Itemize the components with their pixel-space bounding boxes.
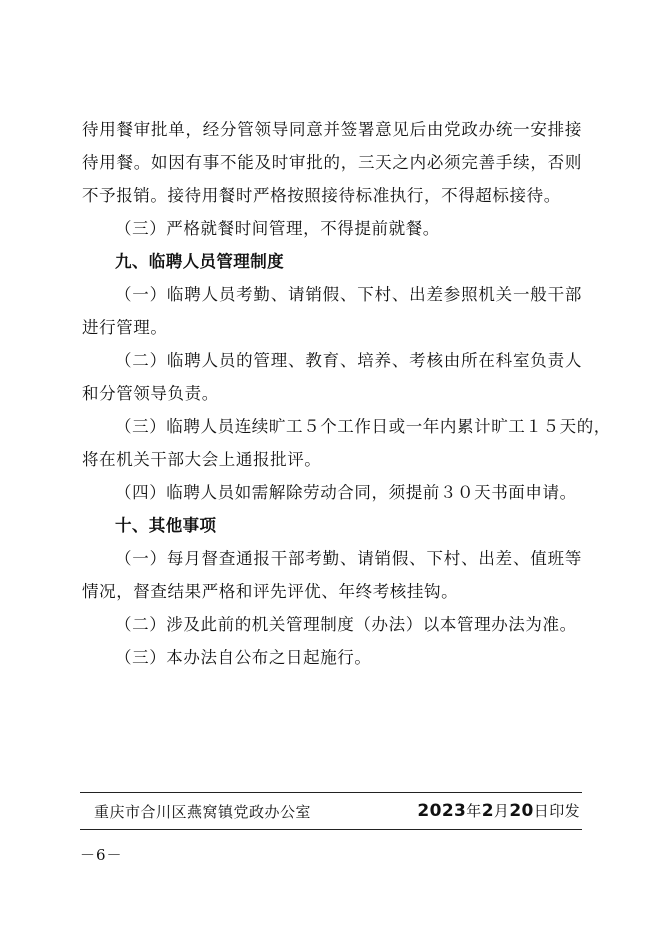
paragraph-line: 不予报销。接待用餐时严格按照接待标准执行，不得超标接待。 [82, 186, 561, 205]
paragraph-line: （四）临聘人员如需解除劳动合同，须提前３０天书面申请。 [115, 483, 577, 502]
paragraph-line: 将在机关干部大会上通报批评。 [82, 450, 322, 469]
section-heading: 九、临聘人员管理制度 [115, 252, 284, 271]
paragraph-line: （一）每月督查通报干部考勤、请销假、下村、出差、值班等 [115, 549, 582, 568]
year-suffix: 年 [466, 802, 482, 820]
page-number: －6－ [80, 846, 123, 864]
paragraph-line: （三）严格就餐时间管理，不得提前就餐。 [115, 219, 440, 238]
issue-month: 2 [481, 801, 494, 821]
paragraph-line: （二）涉及此前的机关管理制度（办法）以本管理办法为准。 [115, 615, 577, 634]
paragraph-line: （二）临聘人员的管理、教育、培养、考核由所在科室负责人 [115, 351, 582, 370]
footer-top-rule [80, 792, 582, 793]
day-suffix: 日印发 [533, 802, 580, 820]
issue-day: 20 [509, 801, 534, 821]
issuer-name: 重庆市合川区燕窝镇党政办公室 [94, 803, 312, 821]
month-suffix: 月 [493, 802, 510, 820]
section-heading: 十、其他事项 [115, 516, 217, 535]
paragraph-line: 待用餐。如因有事不能及时审批的，三天之内必须完善手续，否则 [82, 153, 582, 172]
footer-bottom-rule [80, 829, 582, 830]
issue-year: 2023 [417, 801, 467, 821]
paragraph-line: （三）本办法自公布之日起施行。 [115, 648, 372, 667]
issue-date [417, 800, 580, 822]
paragraph-line: 待用餐审批单，经分管领导同意并签署意见后由党政办统一安排接 [82, 120, 582, 139]
paragraph-line: （三）临聘人员连续旷工５个工作日或一年内累计旷工１５天的， [115, 417, 611, 436]
paragraph-line: 情况，督查结果严格和评先评优、年终考核挂钩。 [82, 582, 459, 601]
paragraph-line: （一）临聘人员考勤、请销假、下村、出差参照机关一般干部 [115, 285, 582, 304]
paragraph-line: 和分管领导负责。 [82, 384, 219, 403]
paragraph-line: 进行管理。 [82, 318, 168, 337]
